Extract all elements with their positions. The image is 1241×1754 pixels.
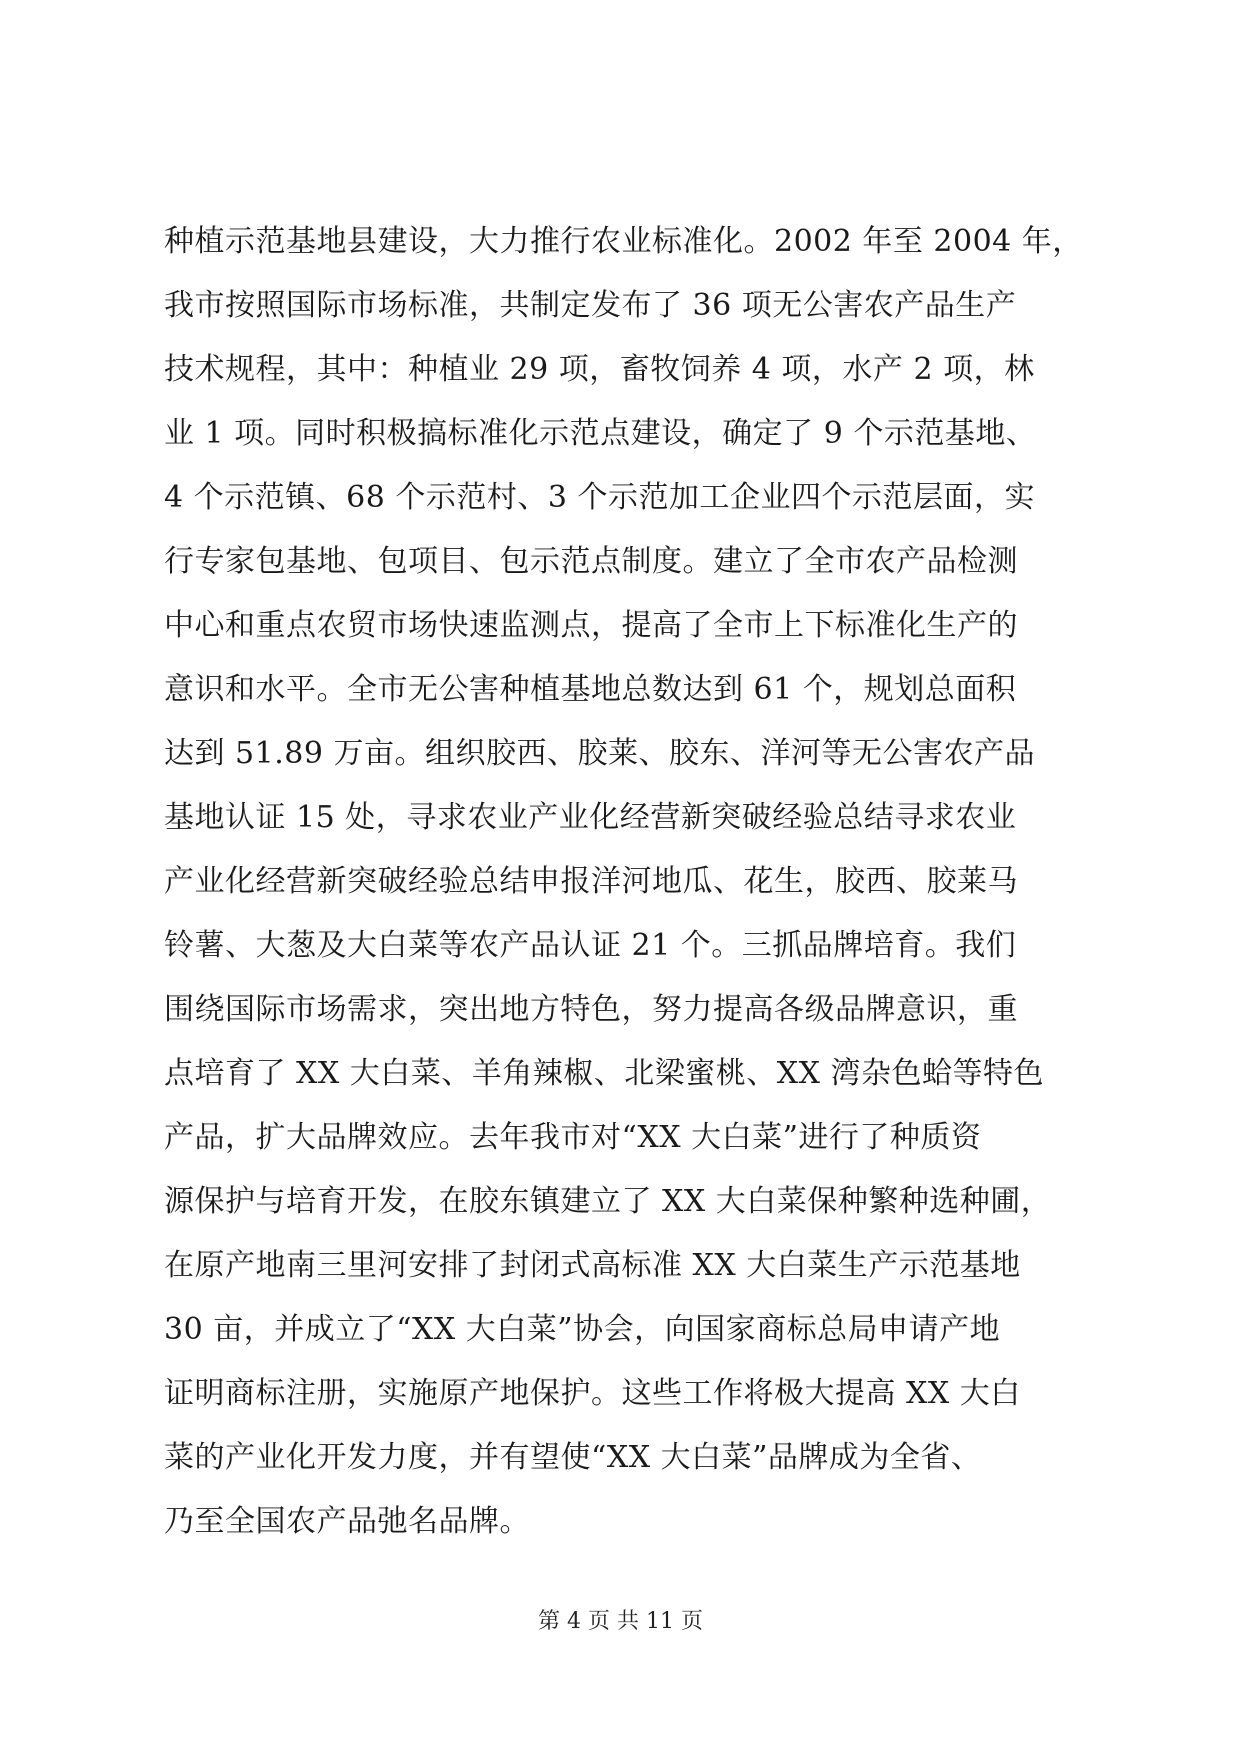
text-line: 证明商标注册，实施原产地保护。这些工作将极大提高 XX 大白 [164,1376,1021,1411]
page-number: 第 4 页 共 11 页 [538,1609,703,1634]
text-line: 基地认证 15 处，寻求农业产业化经营新突破经验总结寻求农业 [164,800,1017,835]
text-line: 源保护与培育开发，在胶东镇建立了 XX 大白菜保种繁种选种圃， [164,1184,1052,1219]
text-line: 业 1 项。同时积极搞标准化示范点建设，确定了 9 个示范基地、 [164,416,1037,451]
text-line: 意识和水平。全市无公害种植基地总数达到 61 个，规划总面积 [164,672,1017,707]
text-line: 我市按照国际市场标准，共制定发布了 36 项无公害农产品生产 [164,288,1017,323]
text-line: 中心和重点农贸市场快速监测点，提高了全市上下标准化生产的 [164,608,1018,643]
text-line: 种植示范基地县建设，大力推行农业标准化。2002 年至 2004 年， [164,224,1083,259]
page-footer [0,1607,1241,1637]
text-line: 点培育了 XX 大白菜、羊角辣椒、北梁蜜桃、XX 湾杂色蛤等特色 [164,1056,1045,1091]
text-line: 菜的产业化开发力度，并有望使“XX 大白菜”品牌成为全省、 [164,1440,982,1475]
text-line: 在原产地南三里河安排了封闭式高标准 XX 大白菜生产示范基地 [164,1248,1021,1283]
text-line: 围绕国际市场需求，突出地方特色，努力提高各级品牌意识，重 [164,992,1018,1027]
text-line: 乃至全国农产品弛名品牌。 [164,1504,530,1539]
text-line: 30 亩，并成立了“XX 大白菜”协会，向国家商标总局申请产地 [164,1312,1001,1347]
text-line: 达到 51.89 万亩。组织胶西、胶莱、胶东、洋河等无公害农产品 [164,736,1035,771]
text-line: 产品，扩大品牌效应。去年我市对“XX 大白菜”进行了种质资 [164,1120,982,1155]
text-line: 产业化经营新突破经验总结申报洋河地瓜、花生，胶西、胶莱马 [164,864,1018,899]
text-line: 技术规程，其中：种植业 29 项，畜牧饲养 4 项，水产 2 项，林 [164,352,1035,387]
text-line: 行专家包基地、包项目、包示范点制度。建立了全市农产品检测 [164,544,1018,579]
body-paragraph [164,210,1084,1554]
text-line: 铃薯、大葱及大白菜等农产品认证 21 个。三抓品牌培育。我们 [164,928,1017,963]
text-line: 4 个示范镇、68 个示范村、3 个示范加工企业四个示范层面，实 [164,480,1035,515]
